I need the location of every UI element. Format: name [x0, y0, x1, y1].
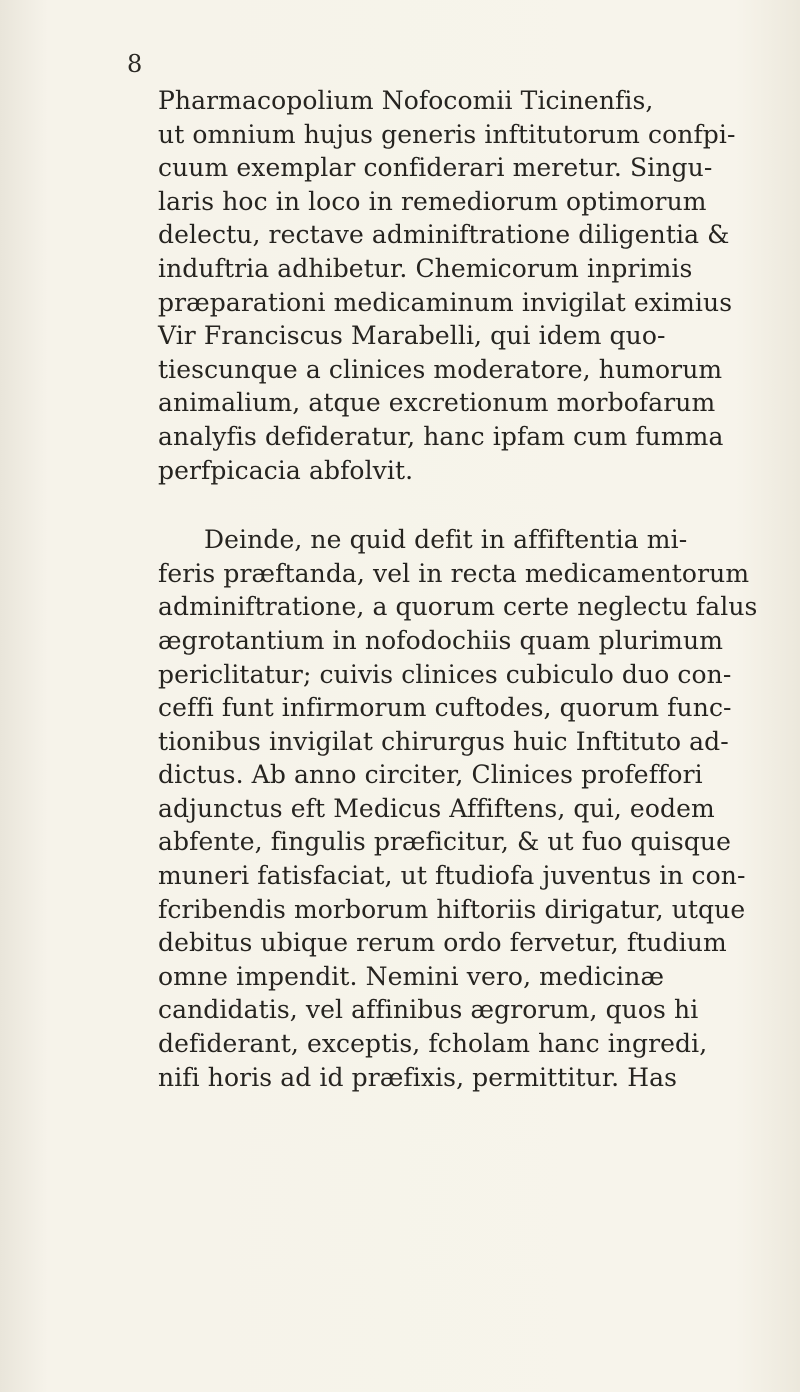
text-line: ceffi funt infirmorum cuftodes, quorum func- — [158, 693, 732, 723]
text-line: nifi horis ad id præfixis, permittitur. Has — [158, 1062, 678, 1092]
text-line: cuum exemplar confiderari meretur. Singu- — [158, 153, 713, 183]
paragraph-gap — [158, 487, 768, 523]
text-line: candidatis, vel affinibus ægrorum, quos hi — [158, 995, 699, 1025]
text-line: analyfis defideratur, hanc ipfam cum fumma — [158, 421, 724, 451]
text-line: ægrotantium in nofodochiis quam plurimum — [158, 625, 723, 655]
text-line: tionibus invigilat chirurgus huic Inftituto ad- — [158, 726, 729, 756]
text-line: fcribendis morborum hiftoriis dirigatur, utque — [158, 894, 746, 924]
text-line: abfente, fingulis præficitur, & ut fuo quisque — [158, 827, 732, 857]
text-line: perfpicacia abfolvit. — [158, 455, 414, 485]
text-line: delectu, rectave adminiftratione diligentia & — [158, 220, 730, 250]
text-line: dictus. Ab anno circiter, Clinices profeffori — [158, 760, 703, 790]
text-line: præparationi medicaminum invigilat eximius — [158, 287, 733, 317]
text-line: tiescunque a clinices moderatore, humorum — [158, 354, 723, 384]
page-number: 8 — [127, 50, 143, 78]
text-line: adjunctus eft Medicus Affiftens, qui, eodem — [158, 793, 715, 823]
text-line: debitus ubique rerum ordo fervetur, ftudium — [158, 928, 727, 958]
text-line: omne impendit. Nemini vero, medicinæ — [158, 961, 665, 991]
text-line: laris hoc in loco in remediorum optimorum — [158, 186, 707, 216]
text-line: induftria adhibetur. Chemicorum inprimis — [158, 253, 693, 283]
text-line: Pharmacopolium Nofocomii Ticinenfis, — [158, 86, 654, 115]
text-line: animalium, atque excretionum morbofarum — [158, 388, 716, 418]
text-line: defiderant, exceptis, fcholam hanc ingredi, — [158, 1029, 708, 1059]
body-text — [158, 84, 768, 1094]
text-line: Vir Franciscus Marabelli, qui idem quo- — [158, 321, 666, 351]
text-line: periclitatur; cuivis clinices cubiculo duo con- — [158, 659, 732, 689]
text-line: ut omnium hujus generis inftitutorum confpi- — [158, 119, 736, 149]
text-line: feris præftanda, vel in recta medicamentorum — [158, 558, 750, 588]
text-line: muneri fatisfaciat, ut ftudiofa juventus in con- — [158, 861, 746, 891]
text-line: Deinde, ne quid defit in affiftentia mi- — [204, 525, 688, 555]
text-line: adminiftratione, a quorum certe neglectu falus — [158, 592, 758, 622]
